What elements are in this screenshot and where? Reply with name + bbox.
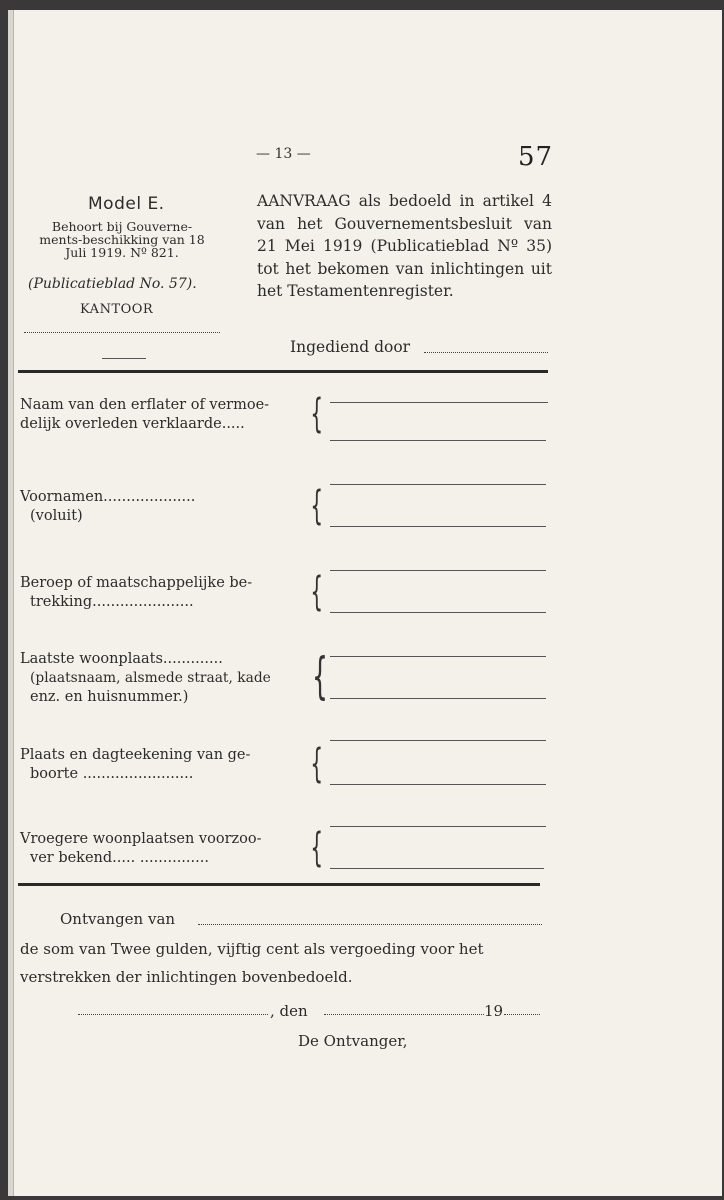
label-line: (voluit) [30, 508, 83, 524]
brace-icon: { [311, 647, 328, 705]
field-previous-residences-line-1[interactable] [330, 826, 546, 827]
request-text: AANVRAAG als bedoeld in artikel 4 van het Gouvernementsbesluit van 21 Mei 1919 (Publicatieblad Nº 35) tot het bekomen van inlichtingen uit het Testamentenregister. [257, 192, 552, 300]
label-line: enz. en huisnummer.) [30, 689, 189, 705]
brace-icon: { [310, 569, 324, 615]
label-line: boorte ........................ [30, 766, 194, 782]
receiver-label: De Ontvanger, [298, 1032, 408, 1050]
submitted-by-field[interactable] [424, 352, 548, 353]
field-birth-line-2[interactable] [330, 784, 546, 785]
field-first-names-line-2[interactable] [330, 526, 546, 527]
field-last-residence-label [20, 650, 310, 707]
belongs-line: Juli 1919. Nº 821. [65, 245, 179, 260]
label-line: Laatste woonplaats............. [20, 651, 223, 667]
office-label: KANTOOR [80, 302, 154, 317]
field-deceased-name-line-1[interactable] [330, 402, 548, 403]
field-first-names-label [20, 488, 310, 526]
office-field[interactable] [24, 332, 220, 333]
field-birth-line-1[interactable] [330, 740, 546, 741]
label-line: Naam van den erflater of vermoe- [20, 397, 270, 413]
date-label: , den [270, 1002, 308, 1020]
date-field[interactable] [324, 1014, 484, 1015]
form-number: 57 [518, 142, 554, 172]
field-last-residence-line-2[interactable] [330, 698, 546, 699]
short-divider [102, 358, 146, 359]
received-from-field[interactable] [198, 924, 542, 925]
field-deceased-name-label [20, 396, 310, 434]
label-line: Vroegere woonplaatsen voorzoo- [20, 831, 262, 847]
belongs-text [22, 220, 222, 259]
form-page [8, 10, 722, 1196]
brace-icon: { [310, 741, 324, 787]
top-rule [18, 370, 548, 373]
label-line: delijk overleden verklaarde..... [20, 416, 245, 432]
label-line: Voornamen.................... [20, 489, 196, 505]
field-profession-line-2[interactable] [330, 612, 546, 613]
field-last-residence-line-1[interactable] [330, 656, 546, 657]
field-birth-label [20, 746, 310, 784]
field-deceased-name-line-2[interactable] [330, 440, 546, 441]
publication-ref: (Publicatieblad No. 57). [28, 276, 197, 292]
field-profession-line-1[interactable] [330, 570, 546, 571]
brace-icon: { [310, 483, 324, 529]
belongs-line: ments-beschikking van 18 [39, 232, 205, 247]
year-label: 19 [484, 1002, 504, 1020]
label-line: trekking...................... [30, 594, 194, 610]
receipt-sentence-line-1: de som van Twee gulden, vijftig cent als vergoeding voor het [20, 940, 484, 958]
brace-icon: { [310, 391, 324, 437]
model-title: Model E. [88, 194, 165, 214]
receipt-sentence-line-2: verstrekken der inlichtingen bovenbedoeld. [20, 968, 353, 986]
place-field[interactable] [78, 1014, 268, 1015]
received-from-label: Ontvangen van [60, 910, 176, 928]
belongs-line: Behoort bij Gouverne- [51, 219, 193, 234]
label-line: (plaatsnaam, alsmede straat, kade [30, 670, 271, 686]
page-spine [8, 10, 14, 1196]
field-previous-residences-label [20, 830, 310, 868]
label-line: Beroep of maatschappelijke be- [20, 575, 253, 591]
brace-icon: { [310, 825, 324, 871]
label-line: Plaats en dagteekening van ge- [20, 747, 251, 763]
field-first-names-line-1[interactable] [330, 484, 546, 485]
field-previous-residences-line-2[interactable] [330, 868, 544, 869]
submitted-by-label: Ingediend door [290, 338, 411, 356]
field-profession-label [20, 574, 310, 612]
year-field[interactable] [504, 1014, 540, 1015]
bottom-rule [18, 883, 540, 886]
label-line: ver bekend..... ............... [30, 850, 209, 866]
page-number: — 13 — [256, 146, 311, 162]
